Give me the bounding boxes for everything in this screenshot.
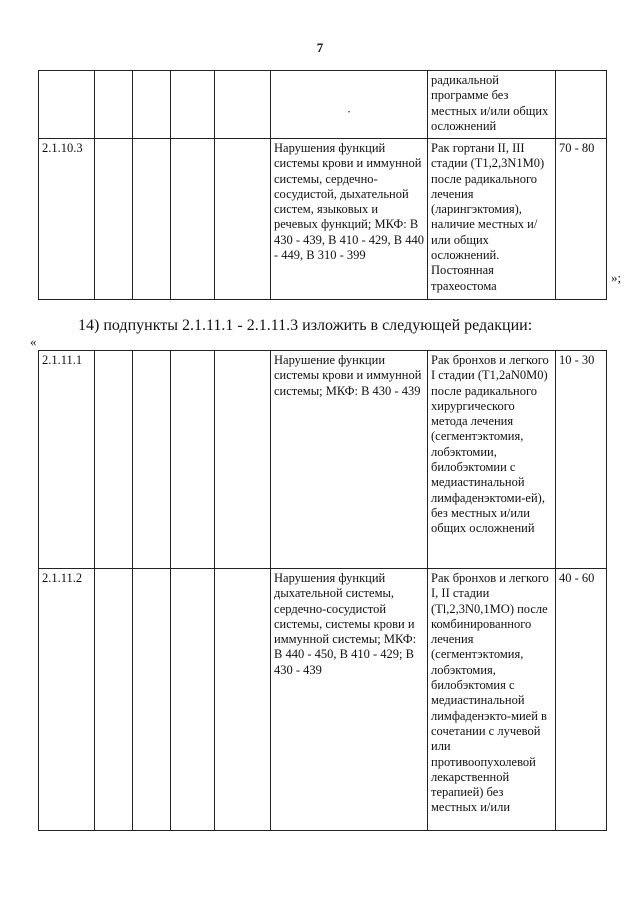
criteria-table-bottom: [38, 350, 607, 831]
row-condition: Рак бронхов и легкого I, II стадии (Tl,2,3N0,1MO) после комбинированного лечения (сегментэктомия, лобэктомия, билобэктомия с медиастинальной лимфаденэкто-мией в сочетании с лучевой или противоопухолевой лекарственной терапией) без местных и/или: [428, 569, 556, 831]
row-condition: Рак бронхов и легкого I стадии (T1,2aN0M0) после радикального хирургического метода лечения (сегментэктомия, лобэктомии, билобэктомии с медиастинальной лимфаденэктоми-ей), без местных и/или общих осложнений: [428, 351, 556, 569]
table-row: [39, 139, 607, 300]
row-code: 2.1.10.3: [39, 139, 95, 300]
row-code: 2.1.11.2: [39, 569, 95, 831]
row-code: [39, 71, 95, 139]
row-description: Нарушение функции системы крови и иммунной системы; МКФ: В 430 - 439: [271, 351, 428, 569]
row-description: Нарушения функций дыхательной системы, сердечно-сосудистой системы, системы крови и иммунной системы; МКФ: В 440 - 450, В 410 - 429; В 430 - 439: [271, 569, 428, 831]
row-range: 40 - 60: [556, 569, 607, 831]
row-condition: Рак гортани II, III стадии (T1,2,3N1M0) после радикального лечения (ларингэктомия), наличие местных и/или общих осложнений. Постоянная трахеостома: [428, 139, 556, 300]
row-range: 10 - 30: [556, 351, 607, 569]
table-row: [39, 569, 607, 831]
row-condition: радикальной программе без местных и/или общих осложнений: [428, 71, 556, 139]
row-range: 70 - 80: [556, 139, 607, 300]
row-code: 2.1.11.1: [39, 351, 95, 569]
row-mark: ·: [271, 71, 428, 139]
table-row: [39, 351, 607, 569]
table-row: [39, 71, 607, 139]
closing-quote: »;: [611, 270, 622, 285]
row-range: [556, 71, 607, 139]
page-number: 7: [316, 40, 324, 55]
opening-quote: «: [30, 334, 37, 349]
row-description: Нарушения функций системы крови и иммунной системы, сердечно-сосудистой, дыхательной систем, языковых и речевых функций; МКФ: В 430 - 439, В 410 - 429, В 440 - 449, В 310 - 399: [271, 139, 428, 300]
amendment-instruction: 14) подпункты 2.1.11.1 - 2.1.11.3 изложить в следующей редакции:: [78, 317, 533, 334]
criteria-table-top: [38, 70, 607, 300]
